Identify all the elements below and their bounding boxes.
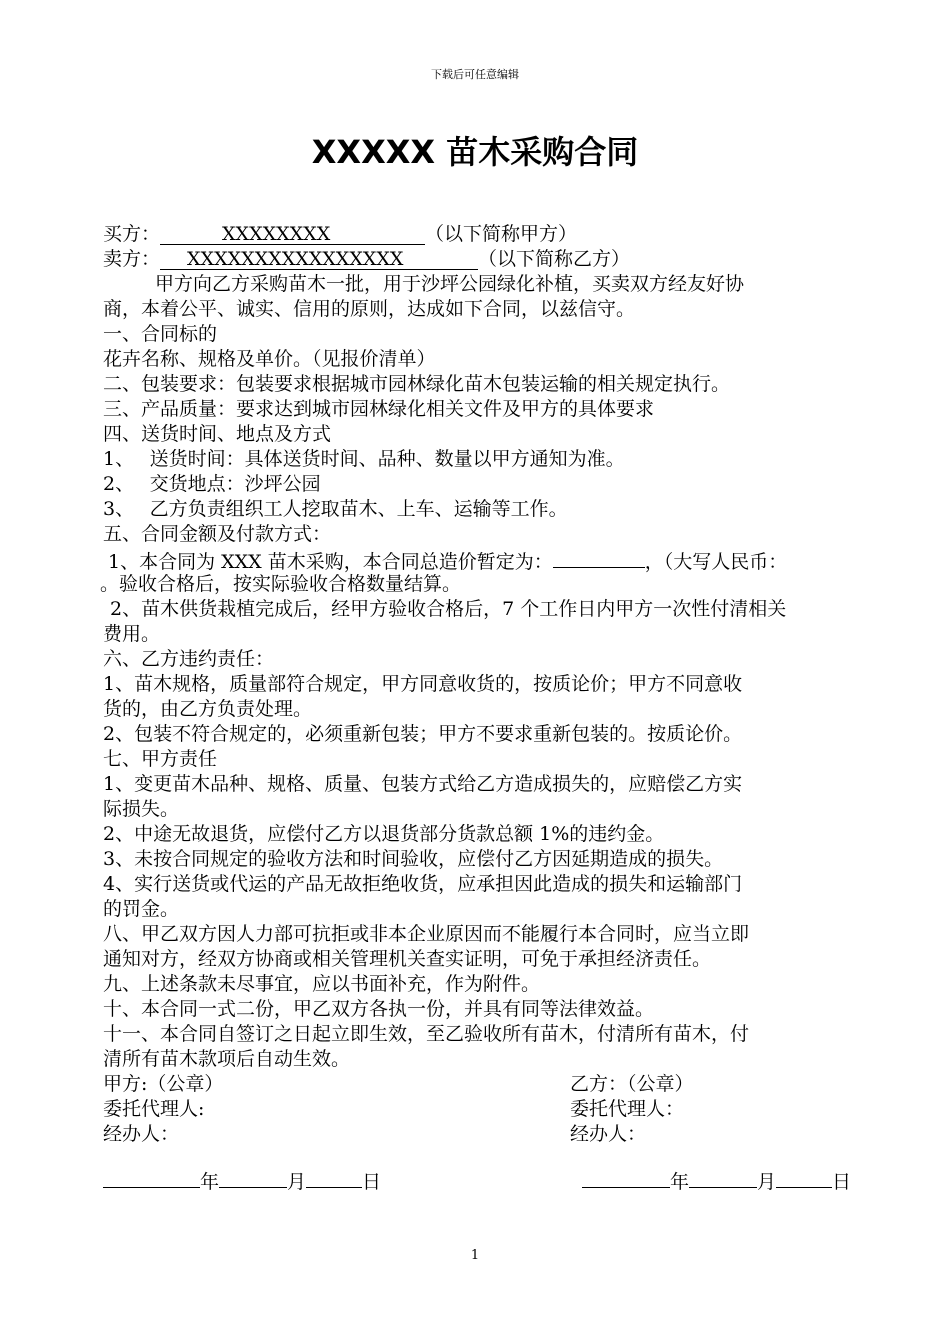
section-heading: 六、乙方违约责任： bbox=[103, 648, 275, 670]
year-blank bbox=[582, 1167, 670, 1188]
month-blank bbox=[219, 1167, 287, 1188]
body-line: 货的，由乙方负责处理。 bbox=[103, 698, 313, 720]
body-line: 际损失。 bbox=[103, 798, 180, 820]
seller-line bbox=[103, 247, 630, 272]
buyer-name: XXXXXXXX bbox=[160, 224, 425, 245]
body-line: 1、变更苗木品种、规格、质量、包装方式给乙方造成损失的，应赔偿乙方实 bbox=[103, 773, 743, 795]
section-heading: 八、甲乙双方因人力部可抗拒或非本企业原因而不能履行本合同时，应当立即 bbox=[103, 923, 750, 945]
party-b-date bbox=[582, 1167, 851, 1195]
party-a-agent: 委托代理人: bbox=[103, 1098, 205, 1120]
party-b-seal: 乙方：（公章） bbox=[570, 1073, 694, 1095]
contract-title: XXXXX 苗木采购合同 bbox=[311, 133, 639, 171]
year-label: 年 bbox=[670, 1171, 690, 1193]
body-line: 的罚金。 bbox=[103, 898, 180, 920]
party-b-agent: 委托代理人： bbox=[570, 1098, 685, 1120]
section-heading: 十、本合同一式二份，甲乙双方各执一份，并具有同等法律效益。 bbox=[103, 998, 655, 1020]
body-line: 。验收合格后，按实际验收合格数量结算。 bbox=[100, 573, 462, 595]
payment-text-a: 1、本合同为 XXX 苗木采购，本合同总造价暂定为： bbox=[108, 551, 553, 573]
buyer-line bbox=[103, 222, 577, 247]
section-heading: 五、合同金额及付款方式： bbox=[103, 523, 332, 545]
year-label: 年 bbox=[200, 1171, 220, 1193]
body-line: 2、包装不符合规定的，必须重新包装；甲方不要求重新包装的。按质论价。 bbox=[103, 723, 743, 745]
day-label: 日 bbox=[362, 1171, 382, 1193]
body-line: 2、苗木供货栽植完成后，经甲方验收合格后，7 个工作日内甲方一次性付清相关 bbox=[110, 598, 787, 620]
month-label: 月 bbox=[757, 1171, 777, 1193]
payment-text-b: ，（大写人民币： bbox=[644, 551, 788, 573]
body-line: 3、未按合同规定的验收方法和时间验收，应偿付乙方因延期造成的损失。 bbox=[103, 848, 724, 870]
section-heading: 七、甲方责任 bbox=[103, 748, 218, 770]
day-label: 日 bbox=[832, 1171, 852, 1193]
day-blank bbox=[776, 1167, 832, 1188]
buyer-suffix: （以下简称甲方） bbox=[425, 223, 578, 245]
header-note: 下载后可任意编辑 bbox=[431, 68, 519, 81]
section-heading: 四、送货时间、地点及方式 bbox=[103, 423, 332, 445]
year-blank bbox=[103, 1167, 200, 1188]
day-blank bbox=[306, 1167, 362, 1188]
body-line: 2、 交货地点：沙坪公园 bbox=[103, 473, 321, 495]
section-heading: 二、包装要求：包装要求根据城市园林绿化苗木包装运输的相关规定执行。 bbox=[103, 373, 731, 395]
month-label: 月 bbox=[287, 1171, 307, 1193]
body-line: 商，本着公平、诚实、信用的原则，达成如下合同，以兹信守。 bbox=[103, 298, 636, 320]
payment-line bbox=[108, 547, 787, 575]
party-a-handler: 经办人： bbox=[103, 1123, 180, 1145]
section-heading: 三、产品质量：要求达到城市园林绿化相关文件及甲方的具体要求 bbox=[103, 398, 655, 420]
seller-label: 卖方： bbox=[103, 248, 161, 270]
body-line: 通知对方，经双方协商或相关管理机关查实证明，可免于承担经济责任。 bbox=[103, 948, 712, 970]
party-a-date bbox=[103, 1167, 381, 1195]
body-line: 2、中途无故退货，应偿付乙方以退货部分货款总额 1%的违约金。 bbox=[103, 823, 665, 845]
body-line: 清所有苗木款项后自动生效。 bbox=[103, 1048, 351, 1070]
month-blank bbox=[689, 1167, 757, 1188]
body-line: 甲方向乙方采购苗木一批，用于沙坪公园绿化补植，买卖双方经友好协 bbox=[155, 273, 745, 295]
page-number: 1 bbox=[470, 1248, 480, 1263]
body-line: 1、苗木规格，质量部符合规定，甲方同意收货的，按质论价；甲方不同意收 bbox=[103, 673, 743, 695]
buyer-label: 买方： bbox=[103, 223, 161, 245]
party-a-seal: 甲方:（公章） bbox=[103, 1073, 224, 1095]
party-b-handler: 经办人： bbox=[570, 1123, 647, 1145]
body-line: 花卉名称、规格及单价。（见报价清单） bbox=[103, 348, 436, 370]
section-heading: 九、上述条款未尽事宜，应以书面补充，作为附件。 bbox=[103, 973, 541, 995]
total-price-blank bbox=[553, 547, 645, 568]
body-line: 4、实行送货或代运的产品无故拒绝收货，应承担因此造成的损失和运输部门 bbox=[103, 873, 743, 895]
seller-name: XXXXXXXXXXXXXXXX bbox=[160, 249, 478, 270]
seller-suffix: （以下简称乙方） bbox=[478, 248, 631, 270]
section-heading: 十一、本合同自签订之日起立即生效，至乙验收所有苗木，付清所有苗木，付 bbox=[103, 1023, 750, 1045]
body-line: 1、 送货时间：具体送货时间、品种、数量以甲方通知为准。 bbox=[103, 448, 625, 470]
body-line: 3、 乙方负责组织工人挖取苗木、上车、运输等工作。 bbox=[103, 498, 568, 520]
body-line: 费用。 bbox=[103, 623, 161, 645]
section-heading: 一、合同标的 bbox=[103, 323, 218, 345]
